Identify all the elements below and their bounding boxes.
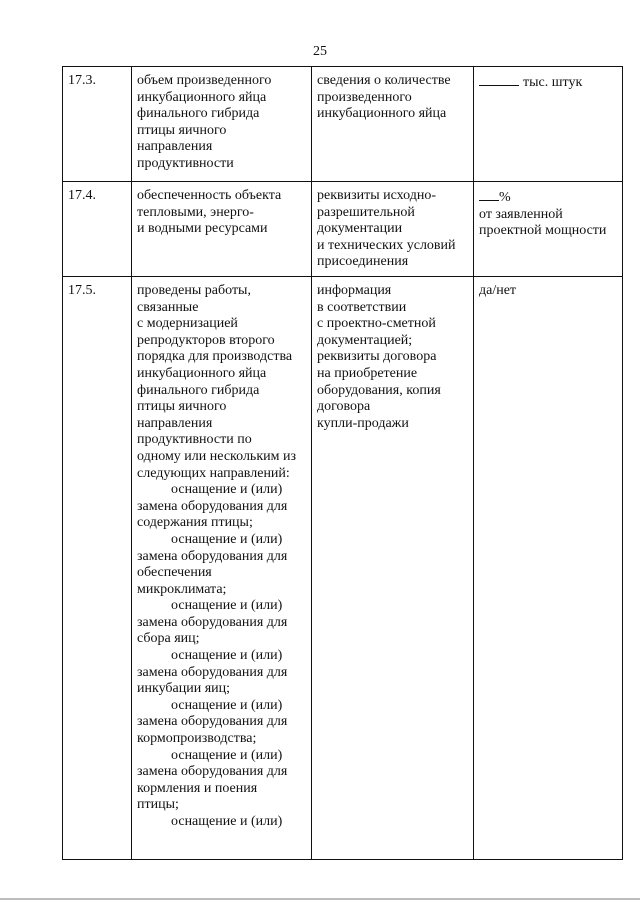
- indicator-name-line: репродукторов второго: [137, 332, 275, 348]
- supporting-docs-line: договора: [317, 399, 371, 415]
- value-line: от заявленной: [479, 206, 563, 222]
- indicator-name-line: замена оборудования для: [137, 498, 288, 514]
- indicator-name-line: порядка для производства: [137, 349, 293, 365]
- indicator-name-line: замена оборудования для: [137, 764, 288, 780]
- supporting-docs-line: реквизиты договора: [317, 349, 437, 365]
- indicator-name-line: кормления и поения: [137, 780, 258, 796]
- indicator-name-line: и водными ресурсами: [137, 221, 268, 237]
- indicator-name-line: оснащение и (или): [171, 747, 283, 763]
- supporting-docs-line: документацией;: [317, 332, 413, 348]
- value-cell: [474, 67, 623, 182]
- value-line: [479, 188, 618, 207]
- indicator-name-line: птицы яичного: [137, 122, 227, 138]
- supporting-docs-line: информация: [317, 283, 392, 298]
- value-unit: %: [499, 190, 511, 205]
- indicator-name-line: следующих направлений:: [137, 465, 290, 481]
- supporting-docs-cell: [312, 182, 474, 277]
- supporting-docs-line: сведения о количестве: [317, 73, 451, 88]
- row-number: 17.5.: [68, 283, 96, 298]
- indicator-name-line: финального гибрида: [137, 106, 260, 122]
- row-number: 17.3.: [68, 73, 96, 88]
- row-number-cell: [63, 277, 132, 860]
- fill-in-blank: [479, 188, 499, 201]
- indicator-name-line: направления: [137, 415, 213, 431]
- page-number: 25: [313, 44, 327, 59]
- table-row: [63, 182, 623, 277]
- indicator-name-cell: [132, 67, 312, 182]
- indicator-name-line: объем произведенного: [137, 73, 272, 88]
- criteria-table: [62, 66, 623, 860]
- indicator-name-line: одному или нескольким из: [137, 448, 296, 464]
- indicator-name-line: замена оборудования для: [137, 664, 288, 680]
- value-line: [479, 73, 618, 92]
- supporting-docs-line: документации: [317, 221, 403, 237]
- indicator-name-line: оснащение и (или): [171, 697, 283, 713]
- indicator-name-line: финального гибрида: [137, 382, 260, 398]
- supporting-docs-line: реквизиты исходно-: [317, 188, 437, 203]
- indicator-name-line: продуктивности: [137, 155, 234, 171]
- indicator-name-line: оснащение и (или): [171, 482, 283, 498]
- supporting-docs-line: в соответствии: [317, 299, 407, 315]
- indicator-name-line: оснащение и (или): [171, 598, 283, 614]
- row-number: 17.4.: [68, 188, 96, 203]
- supporting-docs-line: произведенного: [317, 89, 412, 105]
- indicator-name-line: кормопроизводства;: [137, 731, 257, 747]
- table-row: [63, 277, 623, 860]
- indicator-name-line: инкубационного яйца: [137, 365, 267, 381]
- supporting-docs-line: инкубационного яйца: [317, 106, 447, 122]
- indicator-name-line: связанные: [137, 299, 199, 315]
- indicator-name-line: тепловыми, энерго-: [137, 204, 254, 220]
- indicator-name-line: замена оборудования для: [137, 614, 288, 630]
- value-cell: [474, 182, 623, 277]
- indicator-name-line: птицы;: [137, 797, 179, 813]
- supporting-docs-line: разрешительной: [317, 204, 415, 220]
- row-number-cell: [63, 182, 132, 277]
- indicator-name-cell: [132, 277, 312, 860]
- indicator-name-line: сбора яиц;: [137, 631, 200, 647]
- indicator-name-line: птицы яичного: [137, 399, 227, 415]
- fill-in-blank: [479, 73, 519, 86]
- table-row: [63, 67, 623, 182]
- indicator-name-line: содержания птицы;: [137, 515, 253, 531]
- indicator-name-line: инкубации яиц;: [137, 681, 231, 697]
- row-number-cell: [63, 67, 132, 182]
- scan-edge-divider: [0, 898, 640, 900]
- indicator-name-line: проведены работы,: [137, 283, 251, 298]
- supporting-docs-line: присоединения: [317, 254, 409, 270]
- supporting-docs-line: и технических условий: [317, 237, 456, 253]
- indicator-name-line: обеспечения: [137, 565, 212, 581]
- value-cell: [474, 277, 623, 860]
- value-unit: тыс. штук: [523, 75, 583, 90]
- supporting-docs-line: купли-продажи: [317, 415, 409, 431]
- indicator-name-cell: [132, 182, 312, 277]
- indicator-name-line: оснащение и (или): [171, 648, 283, 664]
- indicator-name-line: инкубационного яйца: [137, 89, 267, 105]
- value-line: проектной мощности: [479, 223, 607, 239]
- supporting-docs-line: оборудования, копия: [317, 382, 441, 398]
- supporting-docs-line: на приобретение: [317, 365, 418, 381]
- indicator-name-line: направления: [137, 139, 213, 155]
- indicator-name-line: обеспеченность объекта: [137, 188, 282, 203]
- value-line: да/нет: [479, 283, 517, 298]
- supporting-docs-cell: [312, 67, 474, 182]
- indicator-name-line: продуктивности по: [137, 432, 252, 448]
- indicator-name-line: микроклимата;: [137, 581, 227, 597]
- indicator-name-line: оснащение и (или): [171, 814, 283, 829]
- supporting-docs-cell: [312, 277, 474, 860]
- supporting-docs-line: с проектно-сметной: [317, 316, 436, 332]
- indicator-name-line: замена оборудования для: [137, 548, 288, 564]
- indicator-name-line: замена оборудования для: [137, 714, 288, 730]
- indicator-name-line: оснащение и (или): [171, 531, 283, 547]
- indicator-name-line: с модернизацией: [137, 316, 238, 332]
